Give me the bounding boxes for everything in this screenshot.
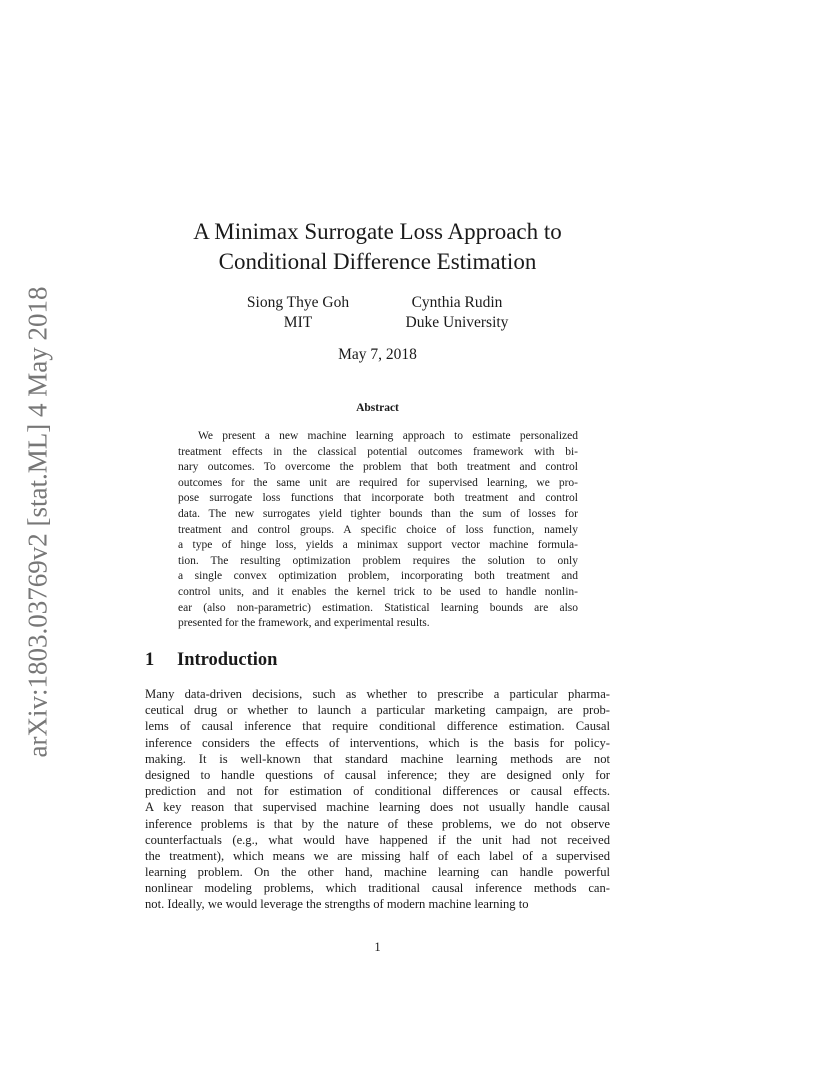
text-line: ear (also non-parametric) estimation. Statistical learning bounds are also [178, 601, 578, 614]
abstract-heading: Abstract [356, 402, 399, 414]
text-line: pose surrogate loss functions that incorporate both treatment and control [178, 492, 578, 505]
abstract-body [178, 429, 578, 632]
section-title: Introduction [177, 650, 278, 670]
text-line: inference problems is that by the nature of these problems, we do not observe [145, 816, 610, 831]
text-line: a type of hinge loss, yields a minimax support vector machine formula- [178, 539, 578, 552]
text-line: inference considers the effects of interventions, which is the basis for policy- [145, 735, 610, 750]
text-line: presented for the framework, and experimental results. [178, 617, 430, 630]
text-line: tion. The resulting optimization problem requires the solution to only [178, 554, 578, 567]
text-line: a single convex optimization problem, incorporating both treatment and [178, 570, 578, 583]
title-line: A Minimax Surrogate Loss Approach to [193, 219, 562, 244]
text-line: control units, and it enables the kernel trick to be used to handle nonlin- [178, 585, 578, 598]
text-line: designed to handle questions of causal inference; they are designed only for [145, 767, 610, 782]
author-name: Cynthia Rudin [411, 294, 503, 311]
text-line: A key reason that supervised machine learning does not usually handle causal [145, 800, 610, 815]
section-heading [145, 650, 277, 671]
text-line: treatment and control groups. A specific choice of loss function, namely [178, 523, 578, 536]
text-line: treatment effects in the classical potential outcomes framework with bi- [178, 445, 578, 458]
text-line: the treatment), which means we are missing half of each label of a supervised [145, 848, 610, 863]
author-block [238, 293, 358, 333]
page-number: 1 [374, 940, 381, 954]
text-line: prediction and not for estimation of conditional differences or causal effects. [145, 784, 610, 799]
paper-title [0, 217, 755, 277]
title-line: Conditional Difference Estimation [218, 249, 537, 274]
text-line: lems of causal inference that require conditional difference estimation. Causal [145, 719, 610, 734]
author-affiliation: Duke University [405, 314, 509, 331]
text-line: nary outcomes. To overcome the problem that both treatment and control [178, 461, 578, 474]
arxiv-stamp-text: arXiv:1803.03769v2 [stat.ML] 4 May 2018 [22, 286, 53, 758]
text-line: counterfactuals (e.g., what would have happened if the unit had not received [145, 832, 610, 847]
text-line: nonlinear modeling problems, which traditional causal inference methods can- [145, 881, 610, 896]
text-line: outcomes for the same unit are required for supervised learning, we pro- [178, 476, 578, 489]
text-line: We present a new machine learning approach to estimate personalized [198, 430, 578, 442]
paper-date: May 7, 2018 [338, 346, 417, 363]
text-line: data. The new surrogates yield tighter bounds than the sum of losses for [178, 507, 578, 520]
author-name: Siong Thye Goh [246, 294, 350, 311]
section-body [145, 686, 610, 913]
text-line: making. It is well-known that standard machine learning methods are not [145, 751, 610, 766]
text-line: learning problem. On the other hand, machine learning can handle powerful [145, 865, 610, 880]
text-line: ceutical drug or whether to launch a particular marketing campaign, are prob- [145, 703, 610, 718]
text-line: Many data-driven decisions, such as whether to prescribe a particular pharma- [145, 687, 610, 701]
section-number: 1 [145, 650, 155, 670]
author-block [395, 293, 519, 333]
author-affiliation: MIT [283, 314, 313, 331]
text-line: not. Ideally, we would leverage the strengths of modern machine learning to [145, 897, 529, 912]
